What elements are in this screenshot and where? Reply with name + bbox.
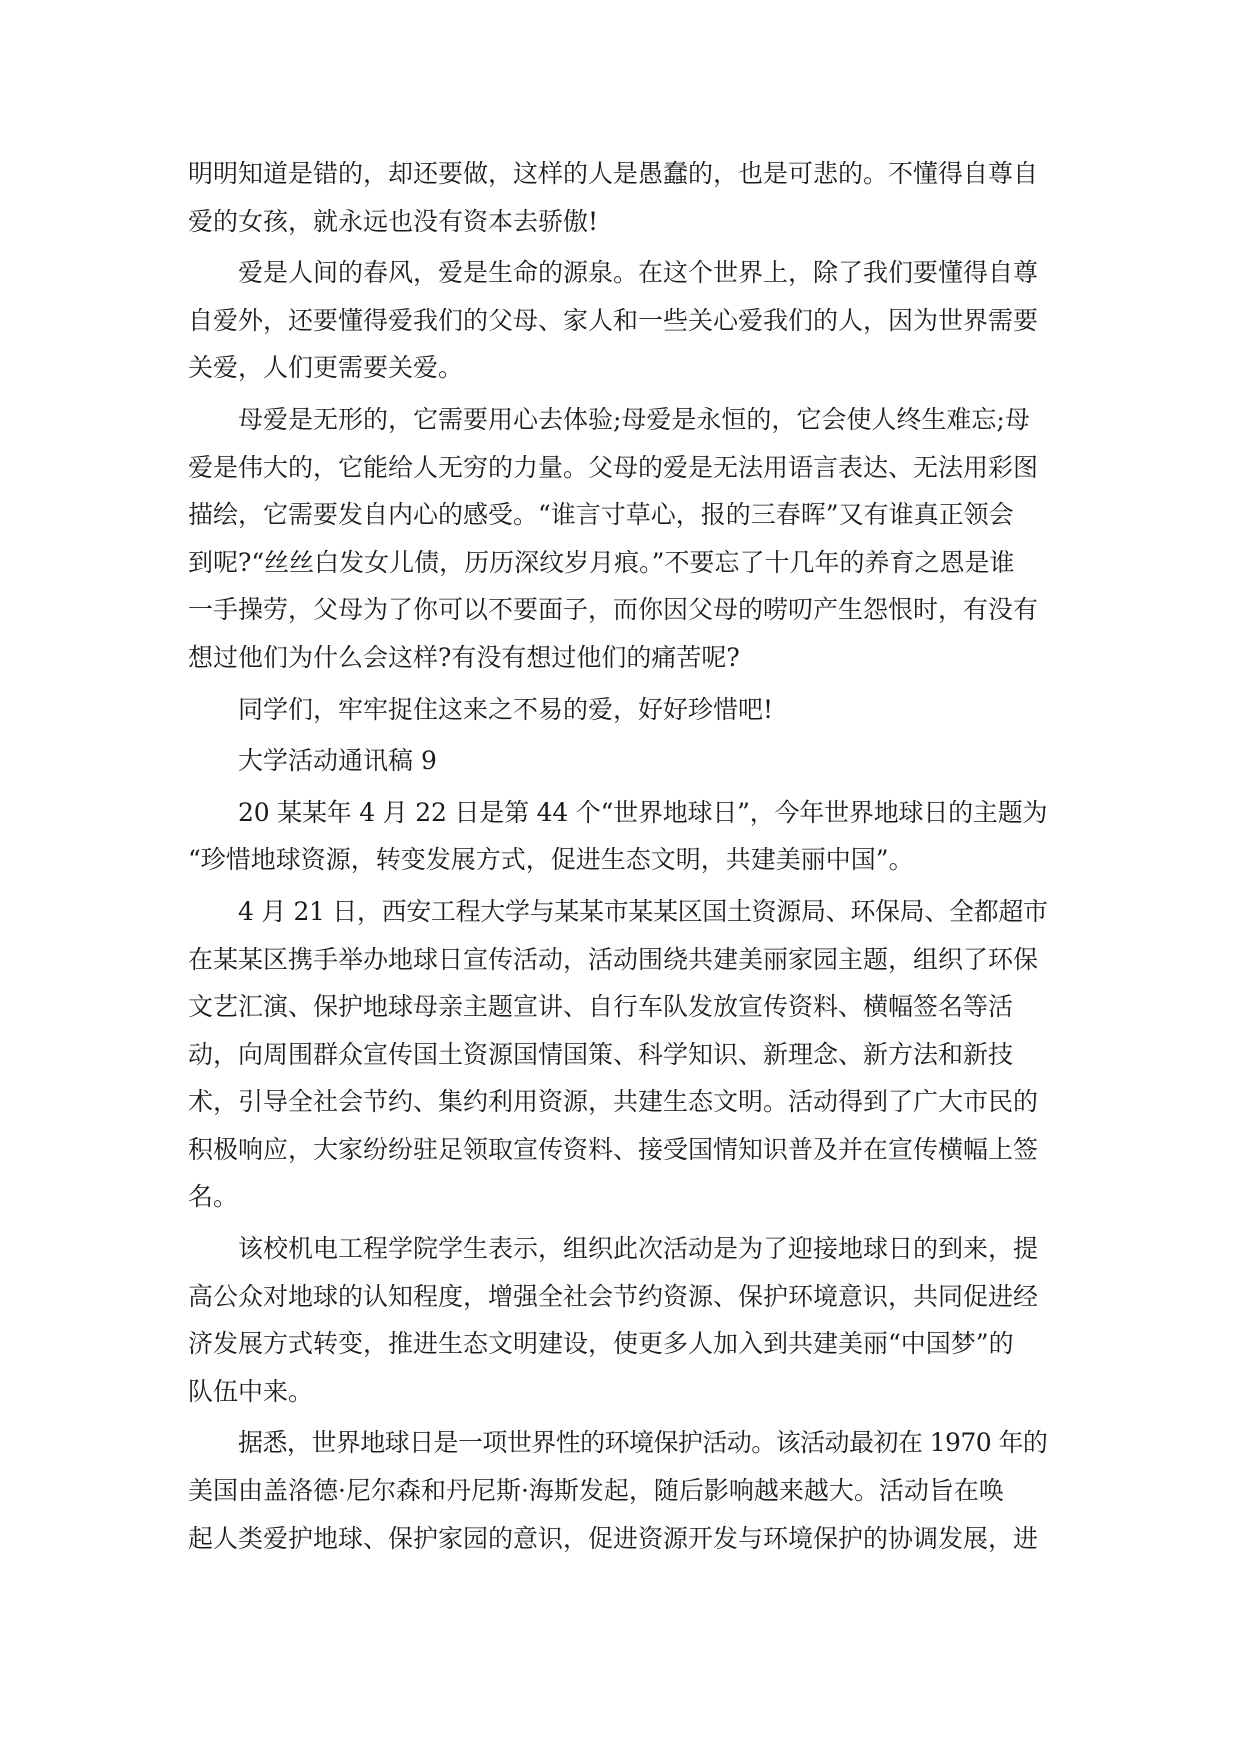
- text-line: 关爱，人们更需要关爱。: [188, 353, 464, 383]
- paragraph: [188, 737, 1048, 785]
- paragraph: [188, 150, 1048, 245]
- text-line: 爱是伟大的，它能给人无穷的力量。父母的爱是无法用语言表达、无法用彩图: [188, 452, 1039, 482]
- text-line: 高公众对地球的认知程度，增强全社会节约资源、保护环境意识，共同促进经: [188, 1281, 1039, 1311]
- text-line: 描绘，它需要发自内心的感受。“谁言寸草心，报的三春晖”又有谁真正领会: [188, 500, 1014, 530]
- text-line: 爱的女孩，就永远也没有资本去骄傲!: [188, 206, 599, 236]
- text-line: 想过他们为什么会这样?有没有想过他们的痛苦呢?: [188, 642, 740, 672]
- text-line: 该校机电工程学院学生表示，组织此次活动是为了迎接地球日的到来，提: [238, 1234, 1039, 1264]
- text-line: 起人类爱护地球、保护家园的意识，促进资源开发与环境保护的协调发展，进: [188, 1523, 1039, 1553]
- text-line: 爱是人间的春风，爱是生命的源泉。在这个世界上，除了我们要懂得自尊: [238, 258, 1039, 288]
- paragraph: [188, 789, 1048, 884]
- text-line: 队伍中来。: [188, 1376, 314, 1406]
- text-line: 明明知道是错的，却还要做，这样的人是愚蠢的，也是可悲的。不懂得自尊自: [188, 159, 1039, 188]
- text-line: 自爱外，还要懂得爱我们的父母、家人和一些关心爱我们的人，因为世界需要: [188, 305, 1039, 335]
- text-line: 到呢?“丝丝白发女儿债，历历深纹岁月痕。”不要忘了十几年的养育之恩是谁: [188, 547, 1015, 577]
- paragraph: [188, 1419, 1048, 1562]
- text-line: 文艺汇演、保护地球母亲主题宣讲、自行车队发放宣传资料、横幅签名等活: [188, 992, 1014, 1022]
- paragraph: [188, 249, 1048, 392]
- text-line: 在某某区携手举办地球日宣传活动，活动围绕共建美丽家园主题，组织了环保: [188, 944, 1039, 974]
- text-line: 一手操劳，父母为了你可以不要面子，而你因父母的唠叨产生怨恨时，有没有: [188, 595, 1039, 625]
- text-line: 同学们，牢牢捉住这来之不易的爱，好好珍惜吧!: [238, 694, 774, 724]
- text-line: 积极响应，大家纷纷驻足领取宣传资料、接受国情知识普及并在宣传横幅上签: [188, 1134, 1039, 1164]
- paragraph: [188, 888, 1048, 1221]
- document-body: [188, 150, 1048, 1566]
- text-line: 20 某某年 4 月 22 日是第 44 个“世界地球日”，今年世界地球日的主题为: [238, 797, 1048, 827]
- paragraph: [188, 1225, 1048, 1415]
- paragraph: [188, 396, 1048, 682]
- text-line: 4 月 21 日，西安工程大学与某某市某某区国土资源局、环保局、全都超市: [238, 896, 1048, 926]
- text-line: 母爱是无形的，它需要用心去体验;母爱是永恒的，它会使人终生难忘;母: [238, 404, 1030, 434]
- text-line: 济发展方式转变，推进生态文明建设，使更多人加入到共建美丽“中国梦”的: [188, 1329, 1014, 1359]
- text-line: 名。: [188, 1182, 239, 1212]
- text-line: 大学活动通讯稿 9: [238, 746, 437, 776]
- text-line: 术，引导全社会节约、集约利用资源，共建生态文明。活动得到了广大市民的: [188, 1087, 1039, 1117]
- text-line: “珍惜地球资源，转变发展方式，促进生态文明，共建美丽中国”。: [188, 845, 914, 875]
- text-line: 美国由盖洛德·尼尔森和丹尼斯·海斯发起，随后影响越来越大。活动旨在唤: [188, 1476, 1004, 1506]
- text-line: 动，向周围群众宣传国土资源国情国策、科学知识、新理念、新方法和新技: [188, 1039, 1014, 1069]
- paragraph: [188, 686, 1048, 734]
- text-line: 据悉，世界地球日是一项世界性的环境保护活动。该活动最初在 1970 年的: [238, 1428, 1048, 1458]
